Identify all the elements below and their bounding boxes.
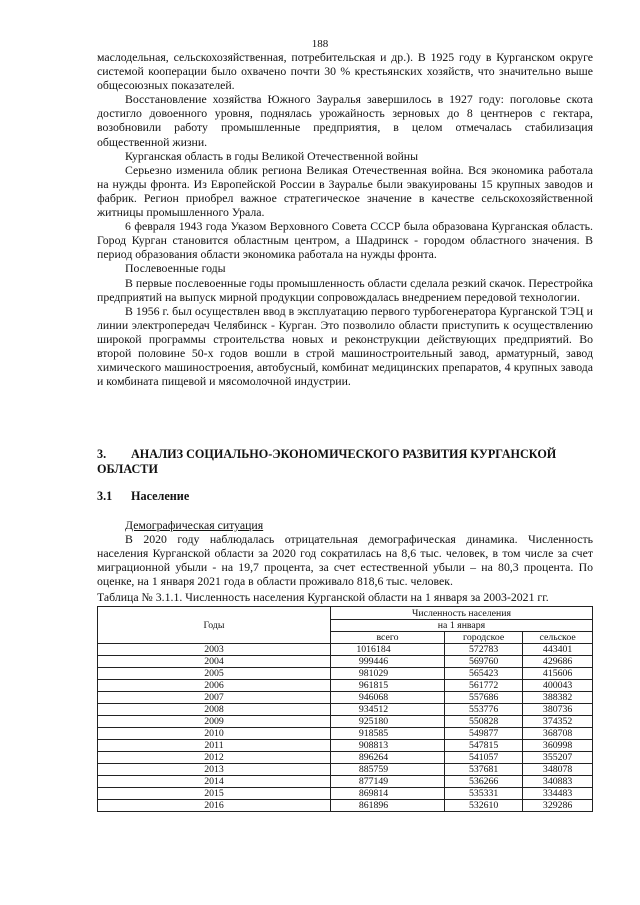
subsection-title: Население	[131, 489, 190, 503]
table-row	[98, 680, 593, 692]
cell-year: 2009	[98, 716, 331, 728]
cell-year: 2010	[98, 728, 331, 740]
table-row	[98, 692, 593, 704]
cell-rural: 355207	[523, 752, 593, 764]
cell-urban: 541057	[445, 752, 523, 764]
cell-year: 2012	[98, 752, 331, 764]
cell-rural: 400043	[523, 680, 593, 692]
section-title: АНАЛИЗ СОЦИАЛЬНО-ЭКОНОМИЧЕСКОГО РАЗВИТИЯ КУРГАНСКОЙ ОБЛАСТИ	[97, 447, 557, 476]
header-rural: сельское	[523, 632, 593, 644]
cell-total: 869814	[331, 788, 445, 800]
paragraph: В первые послевоенные годы промышленность области сделала резкий скачок. Перестройка предприятий на выпуск мирной продукции сопровождалась внедрением передовой технологии.	[97, 275, 593, 304]
table-row	[98, 728, 593, 740]
subsection-heading	[97, 489, 189, 504]
cell-total: 961815	[331, 680, 445, 692]
cell-rural: 340883	[523, 776, 593, 788]
paragraph: маслодельная, сельскохозяйственная, потребительская и др.). В 1925 году в Курганском округе системой кооперации было охвачено почти 30 % крестьянских хозяйств, что значительно выше общесоюзных показателей.	[97, 50, 593, 93]
header-urban: городское	[445, 632, 523, 644]
cell-rural: 334483	[523, 788, 593, 800]
table-row	[98, 716, 593, 728]
demography-title: Демографическая ситуация	[125, 518, 264, 532]
cell-rural: 360998	[523, 740, 593, 752]
cell-rural: 329286	[523, 800, 593, 812]
table-row	[98, 704, 593, 716]
cell-urban: 549877	[445, 728, 523, 740]
cell-total: 946068	[331, 692, 445, 704]
cell-total: 934512	[331, 704, 445, 716]
cell-urban: 565423	[445, 668, 523, 680]
table-row	[98, 668, 593, 680]
cell-total: 896264	[331, 752, 445, 764]
paragraph: Серьезно изменила облик региона Великая Отечественная война. Вся экономика работала на нужды фронта. Из Европейской России в Зауралье были эвакуированы 15 крупных заводов и фабрик. Регион приобрел важное стратегическое значение в качестве сельскохозяйственной житницы промышленного Урала.	[97, 162, 593, 220]
cell-year: 2003	[98, 644, 331, 656]
cell-total: 1016184	[331, 644, 445, 656]
table-row	[98, 740, 593, 752]
header-population: Численность населения	[331, 607, 593, 620]
header-date: на 1 января	[331, 620, 593, 632]
cell-year: 2015	[98, 788, 331, 800]
cell-rural: 380736	[523, 704, 593, 716]
cell-total: 981029	[331, 668, 445, 680]
table-row	[98, 644, 593, 656]
paragraph: Восстановление хозяйства Южного Зауралья завершилось в 1927 году: поголовье скота достигло довоенного уровня, поднялась урожайность зерновых до 8 центнеров с гектара, возобновили работу промышленные предприятия, в целом отмечалась стабилизация общественной жизни.	[97, 92, 593, 149]
cell-total: 918585	[331, 728, 445, 740]
cell-urban: 561772	[445, 680, 523, 692]
cell-urban: 572783	[445, 644, 523, 656]
paragraph: В 1956 г. был осуществлен ввод в эксплуатацию первого турбогенератора Курганской ТЭЦ и линии электропередач Челябинск - Курган. Это позволило области приступить к осуществлению широкой программы строительства новых и реконструкции действующих предприятий. Во второй половине 50-х годов вошли в строй машиностроительный завод, арматурный, завод химического машиностроения, автобусный, комбинат медицинских препаратов, 4 крупных завода и комбината пищевой и мясомолочной индустрии.	[97, 303, 593, 389]
table-body	[98, 644, 593, 812]
header-years: Годы	[98, 607, 331, 644]
cell-urban: 550828	[445, 716, 523, 728]
cell-rural: 415606	[523, 668, 593, 680]
table-row	[98, 788, 593, 800]
table-row	[98, 800, 593, 812]
cell-urban: 569760	[445, 656, 523, 668]
cell-year: 2006	[98, 680, 331, 692]
paragraph: 6 февраля 1943 года Указом Верховного Совета СССР была образована Курганская область. Город Курган становится областным центром, а Шадринск - городом областного значения. В период образования области экономика работала на нужды фронта.	[97, 219, 593, 262]
cell-urban: 537681	[445, 764, 523, 776]
cell-year: 2008	[98, 704, 331, 716]
header-total: всего	[331, 632, 445, 644]
cell-rural: 348078	[523, 764, 593, 776]
cell-total: 885759	[331, 764, 445, 776]
cell-total: 999446	[331, 656, 445, 668]
cell-year: 2014	[98, 776, 331, 788]
cell-urban: 532610	[445, 800, 523, 812]
subsection-number: 3.1	[97, 489, 113, 503]
section-heading	[97, 447, 593, 476]
paragraph-subtitle: Послевоенные годы	[125, 261, 226, 276]
table-row	[98, 656, 593, 668]
demography-text: В 2020 году наблюдалась отрицательная демографическая динамика. Численность населения Курганской области за 2020 год сократилась на 8,6 тыс. человек, в том числе за счет миграционной убыли - на 19,7 процента, за счет естественной убыли – на 80,3 процента. По оценке, на 1 января 2021 года в области проживало 818,6 тыс. человек.	[97, 532, 593, 589]
cell-urban: 547815	[445, 740, 523, 752]
page-number: 188	[311, 38, 329, 50]
cell-urban: 536266	[445, 776, 523, 788]
population-table	[97, 606, 593, 812]
cell-rural: 368708	[523, 728, 593, 740]
cell-year: 2013	[98, 764, 331, 776]
cell-year: 2007	[98, 692, 331, 704]
table-row	[98, 764, 593, 776]
table-row	[98, 752, 593, 764]
cell-year: 2011	[98, 740, 331, 752]
cell-rural: 374352	[523, 716, 593, 728]
cell-total: 908813	[331, 740, 445, 752]
paragraph-subtitle: Курганская область в годы Великой Отечественной войны	[125, 148, 419, 163]
cell-year: 2005	[98, 668, 331, 680]
demography-block	[97, 518, 593, 588]
cell-rural: 388382	[523, 692, 593, 704]
table-row	[98, 776, 593, 788]
cell-year: 2016	[98, 800, 331, 812]
cell-urban: 553776	[445, 704, 523, 716]
cell-total: 861896	[331, 800, 445, 812]
cell-urban: 535331	[445, 788, 523, 800]
cell-year: 2004	[98, 656, 331, 668]
cell-rural: 443401	[523, 644, 593, 656]
body-text	[97, 50, 593, 388]
section-number: 3.	[97, 447, 107, 461]
cell-total: 925180	[331, 716, 445, 728]
table-caption: Таблица № 3.1.1. Численность населения Курганской области на 1 января за 2003-2021 гг.	[97, 590, 549, 604]
cell-urban: 557686	[445, 692, 523, 704]
cell-rural: 429686	[523, 656, 593, 668]
cell-total: 877149	[331, 776, 445, 788]
